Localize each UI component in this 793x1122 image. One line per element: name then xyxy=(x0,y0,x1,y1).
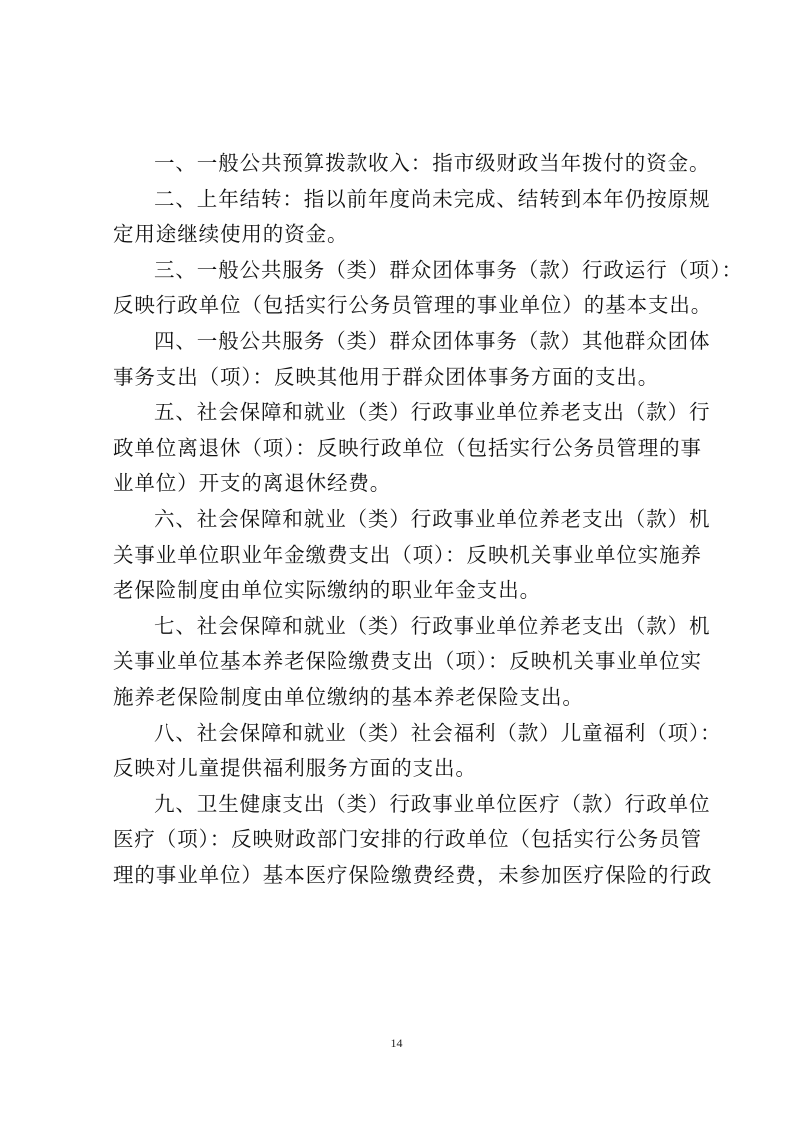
paragraph-line: 反映对儿童提供福利服务方面的支出。 xyxy=(113,756,477,781)
document-body xyxy=(113,146,743,893)
paragraph-line: 六、社会保障和就业（类）行政事业单位养老支出（款）机 xyxy=(154,506,711,531)
paragraph-line: 七、社会保障和就业（类）行政事业单位养老支出（款）机 xyxy=(154,613,711,638)
paragraph-line: 九、卫生健康支出（类）行政事业单位医疗（款）行政单位 xyxy=(154,791,711,816)
paragraph-line: 定用途继续使用的资金。 xyxy=(113,222,349,247)
paragraph-6 xyxy=(113,502,711,609)
paragraph-line: 五、社会保障和就业（类）行政事业单位养老支出（款）行 xyxy=(154,400,711,425)
paragraph-line: 反映行政单位（包括实行公务员管理的事业单位）的基本支出。 xyxy=(113,293,713,318)
paragraph-3 xyxy=(113,253,743,324)
page-number: 14 xyxy=(390,1036,403,1050)
paragraph-line: 三、一般公共服务（类）群众团体事务（款）行政运行（项）： xyxy=(154,257,743,282)
paragraph-7 xyxy=(113,609,711,716)
paragraph-2 xyxy=(113,182,711,253)
paragraph-line: 二、上年结转：指以前年度尚未完成、结转到本年仍按原规 xyxy=(154,186,711,211)
paragraph-line: 事务支出（项）：反映其他用于群众团体事务方面的支出。 xyxy=(113,364,660,389)
paragraph-line: 政单位离退休（项）：反映行政单位（包括实行公务员管理的事 xyxy=(113,435,702,460)
paragraph-9 xyxy=(113,787,713,894)
paragraph-line: 一、一般公共预算拨款收入：指市级财政当年拨付的资金。 xyxy=(154,151,711,175)
paragraph-4 xyxy=(113,324,711,395)
paragraph-5 xyxy=(113,395,711,502)
paragraph-line: 关事业单位基本养老保险缴费支出（项）：反映机关事业单位实 xyxy=(113,649,702,674)
paragraph-line: 理的事业单位）基本医疗保险缴费经费，未参加医疗保险的行政 xyxy=(113,862,713,887)
paragraph-line: 八、社会保障和就业（类）社会福利（款）儿童福利（项）： xyxy=(154,720,722,745)
paragraph-1 xyxy=(113,146,711,182)
paragraph-line: 四、一般公共服务（类）群众团体事务（款）其他群众团体 xyxy=(154,328,711,353)
paragraph-line: 关事业单位职业年金缴费支出（项）：反映机关事业单位实施养 xyxy=(113,542,702,567)
paragraph-line: 医疗（项）：反映财政部门安排的行政单位（包括实行公务员管 xyxy=(113,827,702,852)
paragraph-line: 老保险制度由单位实际缴纳的职业年金支出。 xyxy=(113,578,541,603)
paragraph-8 xyxy=(113,716,722,787)
paragraph-line: 业单位）开支的离退休经费。 xyxy=(113,471,392,496)
paragraph-line: 施养老保险制度由单位缴纳的基本养老保险支出。 xyxy=(113,684,584,709)
